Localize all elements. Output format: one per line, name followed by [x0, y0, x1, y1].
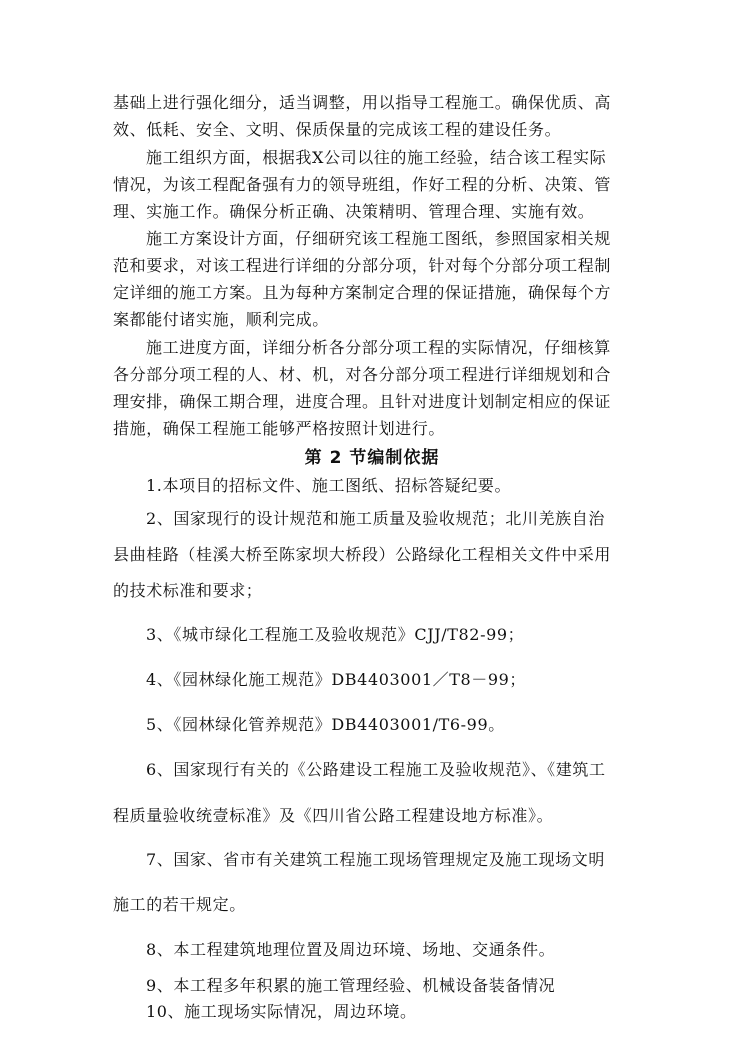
paragraph-line: 施工组织方面，根据我X公司以往的施工经验，结合该工程实际 — [146, 148, 607, 167]
list-item: 5、《园林绿化管养规范》DB4403001/T6-99。 — [146, 715, 505, 734]
list-item: 6、国家现行有关的《公路建设工程施工及验收规范》、《建筑工 — [146, 760, 606, 779]
list-item-continuation: 县曲桂路（桂溪大桥至陈家坝大桥段）公路绿化工程相关文件中采用 — [113, 545, 612, 564]
list-item-continuation: 的技术标准和要求； — [113, 581, 263, 600]
list-item: 1.本项目的招标文件、施工图纸、招标答疑纪要。 — [146, 476, 512, 495]
list-item-continuation: 施工的若干规定。 — [113, 895, 246, 914]
paragraph-line: 施工进度方面，详细分析各分部分项工程的实际情况，仔细核算 — [146, 338, 611, 357]
list-item: 10、施工现场实际情况，周边环境。 — [146, 1002, 417, 1021]
paragraph-line: 范和要求，对该工程进行详细的分部分项，针对每个分部分项工程制 — [113, 256, 612, 275]
paragraph-line: 措施，确保工程施工能够严格按照计划进行。 — [113, 419, 446, 438]
paragraph-line: 理、实施工作。确保分析正确、决策精明、管理合理、实施有效。 — [113, 202, 595, 221]
list-item: 2、国家现行的设计规范和施工质量及验收规范；北川羌族自治 — [146, 509, 605, 528]
paragraph-line: 效、低耗、安全、文明、保质保量的完成该工程的建设任务。 — [113, 120, 562, 139]
list-item: 9、本工程多年积累的施工管理经验、机械设备装备情况 — [146, 976, 556, 995]
paragraph-line: 案都能付诸实施，顺利完成。 — [113, 310, 329, 329]
list-item: 8、本工程建筑地理位置及周边环境、场地、交通条件。 — [146, 940, 556, 959]
paragraph-line: 各分部分项工程的人、材、机，对各分部分项工程进行详细规划和合 — [113, 365, 612, 384]
list-item-continuation: 程质量验收统壹标准》及《四川省公路工程建设地方标准》。 — [113, 806, 554, 825]
list-item: 7、国家、省市有关建筑工程施工现场管理规定及施工现场文明 — [146, 850, 605, 869]
paragraph-line: 基础上进行强化细分，适当调整，用以指导工程施工。确保优质、高 — [113, 93, 612, 112]
section-title: 第 2 节编制依据 — [304, 448, 440, 468]
list-item: 4、《园林绿化施工规范》DB4403001／T8－99； — [146, 670, 527, 689]
paragraph-line: 理安排，确保工期合理，进度合理。且针对进度计划制定相应的保证 — [113, 392, 612, 411]
paragraph-line: 施工方案设计方面，仔细研究该工程施工图纸，参照国家相关规 — [146, 229, 611, 248]
paragraph-line: 情况，为该工程配备强有力的领导班组，作好工程的分析、决策、管 — [113, 175, 612, 194]
list-item: 3、《城市绿化工程施工及验收规范》CJJ/T82-99； — [146, 625, 525, 644]
paragraph-line: 定详细的施工方案。且为每种方案制定合理的保证措施，确保每个方 — [113, 283, 612, 302]
